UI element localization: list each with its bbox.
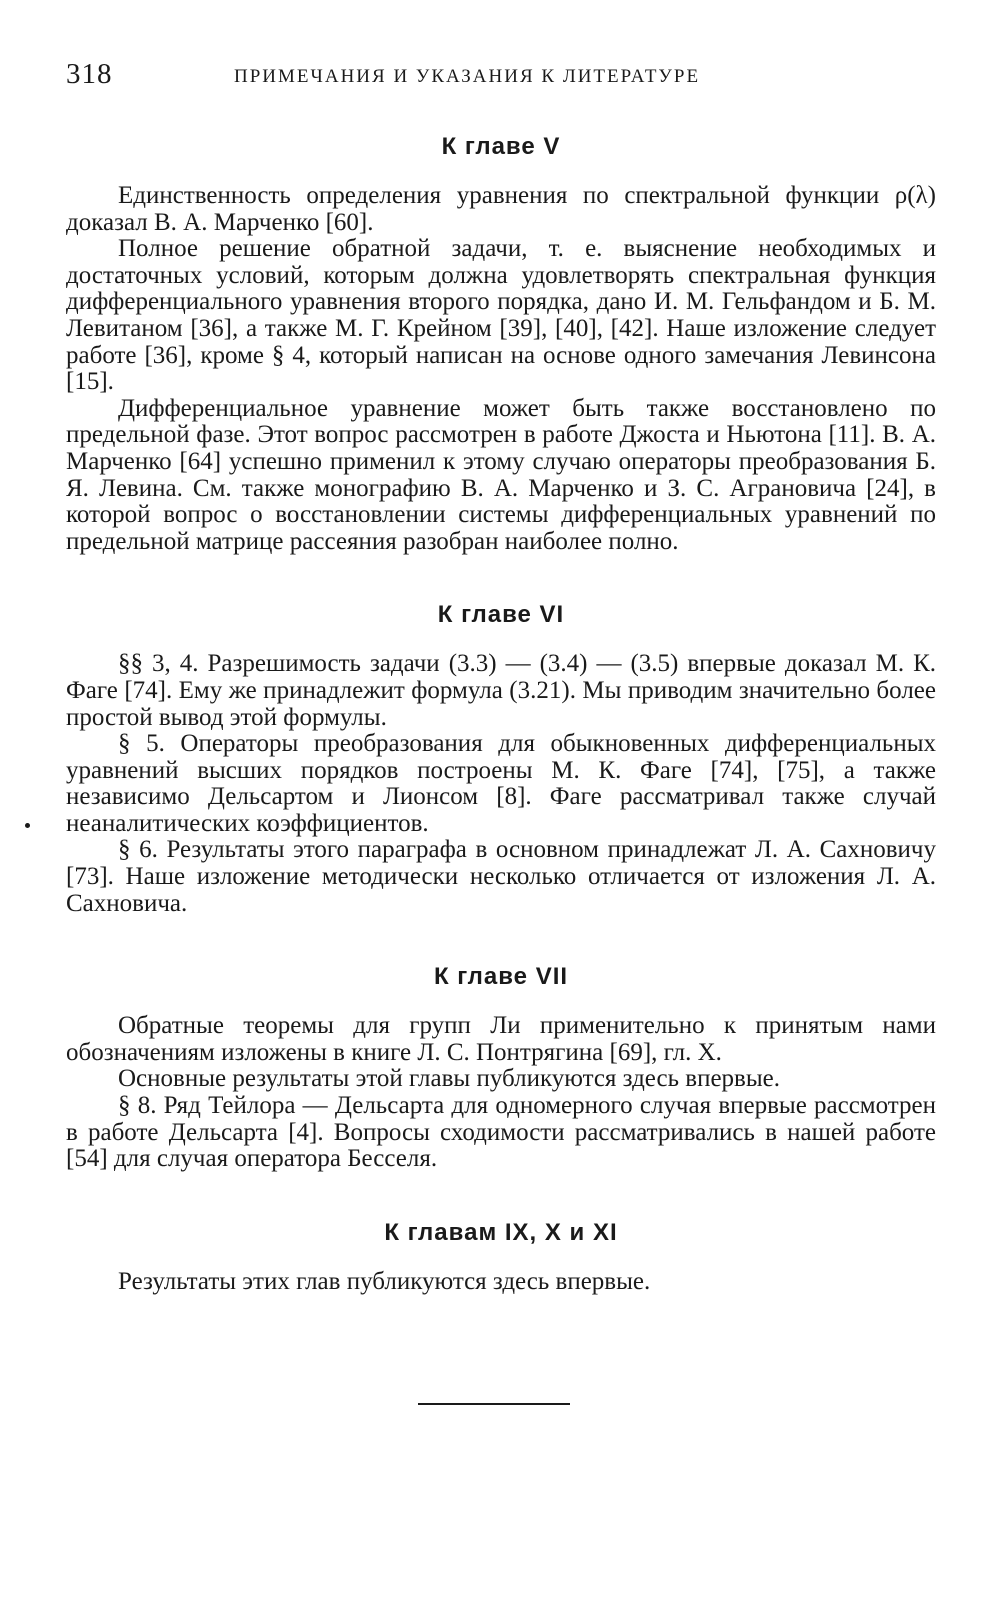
- margin-dot: [25, 823, 30, 828]
- section-chapter-6: [66, 593, 936, 917]
- section-chapter-7: [66, 955, 936, 1173]
- page-number: 318: [66, 58, 113, 90]
- paragraph: Полное решение обратной задачи, т. е. выяснение необходимых и достаточных условий, которым должна удовлетворять спектральная функция дифференциального уравнения второго порядка, дано И. М. Гельфандом и Б. М. Левитаном [36], а также М. Г. Крейном [39], [40], [42]. Наше изложение следует работе [36], кроме § 4, который написан на основе одного замечания Левинсона [15].: [66, 235, 936, 396]
- section-chapter-5: [66, 125, 936, 555]
- section-heading: К главе V: [441, 133, 561, 160]
- paragraph: § 5. Операторы преобразования для обыкновенных дифференциальных уравнений высших порядков построены М. К. Фаге [74], [75], а также независимо Дельсартом и Лионсом [8]. Фаге рассматривал также случай неаналитических коэффициентов.: [66, 730, 936, 837]
- paragraph: § 6. Результаты этого параграфа в основном принадлежат Л. А. Сахновичу [73]. Наше изложение методически несколько отличается от изложения Л. А. Сахновича.: [66, 836, 936, 917]
- end-rule: [418, 1403, 570, 1405]
- section-heading: К главам IX, X и XI: [384, 1218, 618, 1246]
- section-heading: К главе VII: [433, 963, 569, 991]
- section-spacer: [66, 917, 936, 955]
- paragraph: Обратные теоремы для групп Ли применительно к принятым нами обозначениям изложены в книге Л. С. Понтрягина [69], гл. X.: [66, 1012, 936, 1066]
- notes-content: [66, 125, 936, 1295]
- section-chapters-9-11: [66, 1211, 936, 1296]
- paragraph: Результаты этих глав публикуются здесь впервые.: [118, 1267, 651, 1295]
- running-header: [66, 58, 936, 98]
- paragraph: Дифференциальное уравнение может быть также восстановлено по предельной фазе. Этот вопрос рассмотрен в работе Джоста и Ньютона [11]. В. А. Марченко [64] успешно применил к этому случаю операторы преобразования Б. Я. Левина. См. также монографию В. А. Марченко и З. С. Аграновича [24], в которой вопрос о восстановлении системы дифференциальных уравнений по предельной матрице рассеяния разобран наиболее полно.: [66, 394, 936, 555]
- paragraph: § 8. Ряд Тейлора — Дельсарта для одномерного случая впервые рассмотрен в работе Дельсарта [4]. Вопросы сходимости рассматривались в нашей работе [54] для случая оператора Бесселя.: [66, 1092, 936, 1173]
- paragraph: §§ 3, 4. Разрешимость задачи (3.3) — (3.4) — (3.5) впервые доказал М. К. Фаге [74]. Ему же принадлежит формула (3.21). Мы приводим значительно более простой вывод этой формулы.: [66, 650, 936, 731]
- section-spacer: [66, 1173, 936, 1211]
- section-heading: К главе VI: [437, 601, 565, 629]
- paragraph: Основные результаты этой главы публикуются здесь впервые.: [118, 1065, 780, 1093]
- section-spacer: [66, 555, 936, 593]
- running-title: ПРИМЕЧАНИЯ И УКАЗАНИЯ К ЛИТЕРАТУРЕ: [234, 66, 701, 87]
- paragraph: Единственность определения уравнения по спектральной функции ρ(λ) доказал В. А. Марченко [60].: [66, 182, 936, 236]
